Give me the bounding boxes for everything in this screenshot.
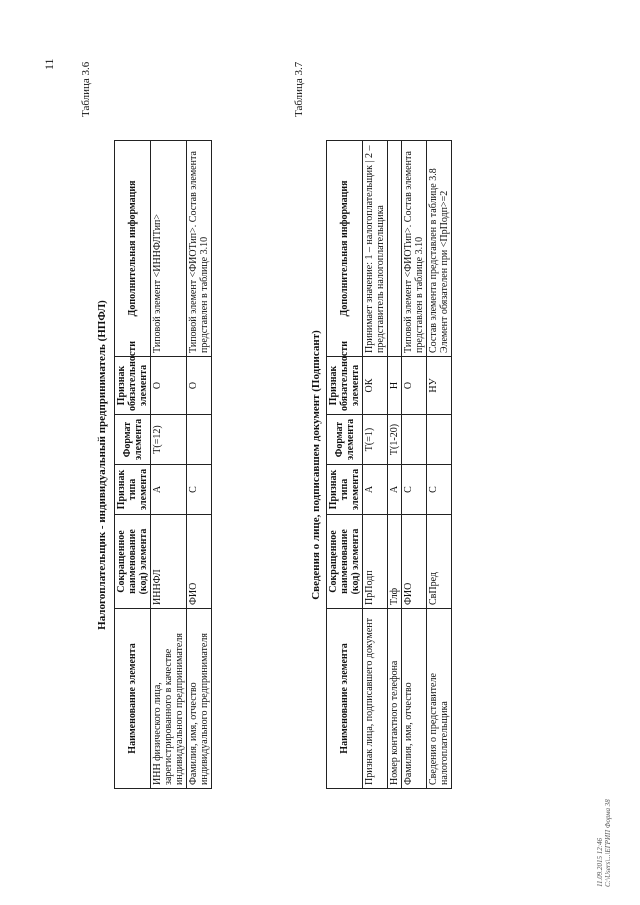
header-info: Дополнительная информация: [115, 141, 151, 357]
file-footer: [596, 799, 612, 887]
table-row: [402, 141, 427, 789]
cell-name: Сведения о представителе налогоплательщика: [427, 609, 452, 789]
cell-type: C: [402, 465, 427, 515]
page-number: 11: [42, 58, 56, 70]
header-format: Формат элемента: [327, 415, 363, 465]
cell-type: C: [427, 465, 452, 515]
table-3-6: [114, 140, 212, 789]
table-row: [427, 141, 452, 789]
cell-type: A: [388, 465, 402, 515]
header-name: Наименование элемента: [115, 609, 151, 789]
table-header-row: [327, 141, 363, 789]
cell-name: Признак лица, подписавшего документ: [363, 609, 388, 789]
cell-name: ИНН физического лица, зарегистрированного в качестве индивидуального предпринимателя: [151, 609, 187, 789]
cell-format: T(1-20): [388, 415, 402, 465]
cell-info: Состав элемента представлен в таблице 3.8 Элемент обязателен при <ПрПодп>=2: [427, 141, 452, 357]
cell-required: O: [187, 357, 212, 415]
table-3-7-label: Таблица 3.7: [293, 61, 305, 117]
header-required: Признак обязательности элемента: [327, 357, 363, 415]
table-row: [151, 141, 187, 789]
cell-type: C: [187, 465, 212, 515]
cell-code: ПрПодп: [363, 515, 388, 609]
cell-format: [187, 415, 212, 465]
table-row: [388, 141, 402, 789]
header-required: Признак обязательности элемента: [115, 357, 151, 415]
table-row: [187, 141, 212, 789]
cell-format: T(=1): [363, 415, 388, 465]
header-info: Дополнительная информация: [327, 141, 363, 357]
header-type: Признак типа элемента: [327, 465, 363, 515]
cell-required: НУ: [427, 357, 452, 415]
cell-format: [427, 415, 452, 465]
table-3-6-title: Налогоплательщик - индивидуальный предприниматель (НПФЛ): [96, 300, 108, 630]
footer-line: C:\Users\...\ЕГРИП Форма 38: [604, 799, 612, 887]
cell-info: Типовой элемент <ФИОТип>. Состав элемента представлен в таблице 3.10: [402, 141, 427, 357]
cell-name: Фамилия, имя, отчество индивидуального предпринимателя: [187, 609, 212, 789]
cell-info: [388, 141, 402, 357]
footer-line: 11.09.2015 12:46: [596, 837, 604, 887]
cell-info: Типовой элемент <ИННФЛТип>: [151, 141, 187, 357]
header-name: Наименование элемента: [327, 609, 363, 789]
cell-info: Принимает значение: 1 – налогоплательщик | 2 – представитель налогоплательщика: [363, 141, 388, 357]
cell-code: ИННФЛ: [151, 515, 187, 609]
cell-required: Н: [388, 357, 402, 415]
cell-code: ФИО: [402, 515, 427, 609]
table-3-6-label: Таблица 3.6: [80, 61, 92, 117]
cell-format: T(=12): [151, 415, 187, 465]
cell-name: Фамилия, имя, отчество: [402, 609, 427, 789]
cell-required: O: [151, 357, 187, 415]
cell-code: СвПред: [427, 515, 452, 609]
table-row: [363, 141, 388, 789]
cell-required: ОК: [363, 357, 388, 415]
cell-required: O: [402, 357, 427, 415]
header-code: Сокращенное наименование (код) элемента: [327, 515, 363, 609]
cell-format: [402, 415, 427, 465]
cell-name: Номер контактного телефона: [388, 609, 402, 789]
cell-info: Типовой элемент <ФИОТип>. Состав элемента представлен в таблице 3.10: [187, 141, 212, 357]
header-code: Сокращенное наименование (код) элемента: [115, 515, 151, 609]
cell-type: A: [363, 465, 388, 515]
cell-type: A: [151, 465, 187, 515]
table-3-7: [326, 140, 452, 789]
header-type: Признак типа элемента: [115, 465, 151, 515]
header-format: Формат элемента: [115, 415, 151, 465]
table-header-row: [115, 141, 151, 789]
cell-code: ФИО: [187, 515, 212, 609]
cell-code: Тлф: [388, 515, 402, 609]
table-3-7-title: Сведения о лице, подписавшем документ (Подписант): [310, 330, 322, 600]
